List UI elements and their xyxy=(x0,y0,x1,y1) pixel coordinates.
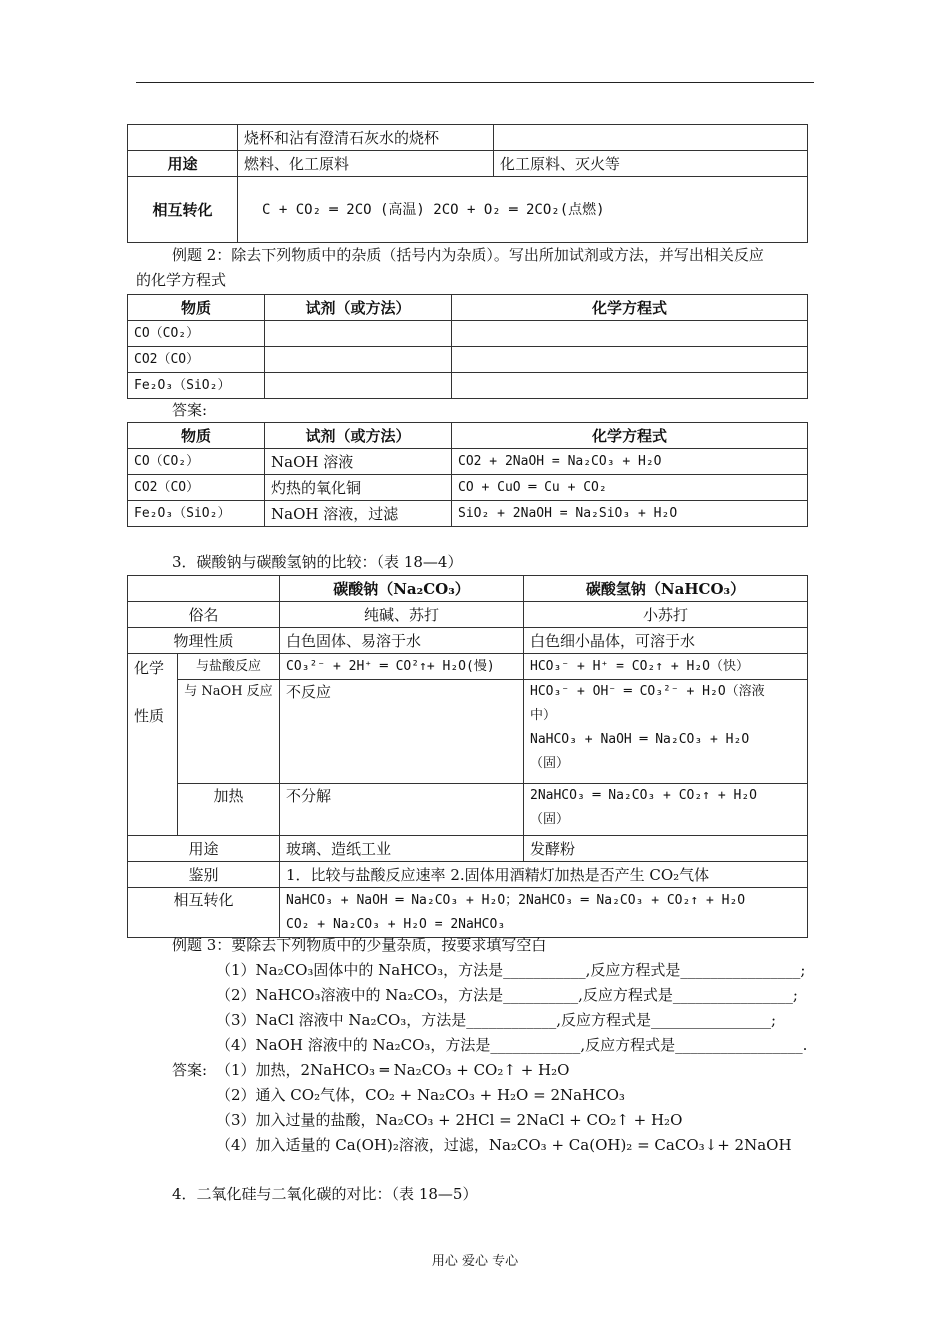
section4-title: 4．二氧化硅与二氧化碳的对比：（表 18—5） xyxy=(172,1185,478,1203)
na2co3-hcl: CO₃²⁻ + 2H⁺ ═ CO²↑+ H₂O(慢) xyxy=(280,654,524,680)
header-equation: 化学方程式 xyxy=(452,423,808,449)
chem-label-line2: 性质 xyxy=(134,707,165,725)
answer-equation: CO2 + 2NaOH = Na₂CO₃ + H₂O xyxy=(452,449,808,475)
section3-title: 3．碳酸钠与碳酸氢钠的比较：（表 18—4） xyxy=(172,553,463,571)
chem-label-line1: 化学 xyxy=(134,659,165,677)
table-row-substance: Fe₂O₃（SiO₂） xyxy=(128,373,265,399)
use-label: 用途 xyxy=(128,836,280,862)
conversion-line2: CO₂ + Na₂CO₃ + H₂O = 2NaHCO₃ xyxy=(286,916,506,932)
na2co3-physical: 白色固体、易溶于水 xyxy=(280,628,524,654)
heating-label: 加热 xyxy=(178,784,280,836)
chemical-properties-label xyxy=(128,654,178,836)
carbonate-comparison-table xyxy=(127,575,808,938)
conversion-content xyxy=(280,888,808,938)
physical-label: 物理性质 xyxy=(128,628,280,654)
answer-equation: CO + CuO ═ Cu + CO₂ xyxy=(452,475,808,501)
blank-cell xyxy=(265,321,452,347)
na2co3-naoh: 不反应 xyxy=(280,680,524,784)
apparatus-cell-2 xyxy=(494,125,808,151)
na2co3-use: 玻璃、造纸工业 xyxy=(280,836,524,862)
blank-cell xyxy=(265,373,452,399)
example2-answer-table xyxy=(127,422,808,527)
example2-line1: 例题 2：除去下列物质中的杂质（括号内为杂质）。写出所加试剂或方法，并写出相关反应 xyxy=(172,246,764,264)
nahco3-naoh-line1: HCO₃⁻ + OH⁻ ═ CO₃²⁻ + H₂O（溶液 xyxy=(530,684,765,699)
example2-answer-label: 答案: xyxy=(172,401,208,419)
example3-title: 例题 3：要除去下列物质中的少量杂质，按要求填写空白 xyxy=(172,936,547,954)
example3-answer-label: 答案: xyxy=(172,1061,208,1079)
page-footer: 用心 爱心 专心 xyxy=(431,1254,519,1269)
answer-substance: CO2（CO） xyxy=(128,475,265,501)
spacer xyxy=(134,680,171,704)
answer-reagent: NaOH 溶液，过滤 xyxy=(265,501,452,527)
table-row-substance: CO2（CO） xyxy=(128,347,265,373)
identify-label: 鉴别 xyxy=(128,862,280,888)
header-substance: 物质 xyxy=(128,295,265,321)
na2co3-common-name: 纯碱、苏打 xyxy=(280,602,524,628)
header-reagent: 试剂（或方法） xyxy=(265,423,452,449)
conversion-label: 相互转化 xyxy=(128,888,280,938)
answer-substance: CO（CO₂） xyxy=(128,449,265,475)
nahco3-naoh-line2: 中） xyxy=(530,708,557,723)
example3-a2: （2）通入 CO₂气体，CO₂ + Na₂CO₃ + H₂O = 2NaHCO₃ xyxy=(216,1086,625,1104)
nahco3-heating-line1: 2NaHCO₃ ═ Na₂CO₃ + CO₂↑ + H₂O xyxy=(530,788,757,803)
conversion-equations: C + CO₂ ═ 2CO (高温) 2CO + O₂ ═ 2CO₂(点燃) xyxy=(238,177,808,243)
nahco3-physical: 白色细小晶体，可溶于水 xyxy=(524,628,808,654)
answer-reagent: 灼热的氧化铜 xyxy=(265,475,452,501)
header-nahco3: 碳酸氢钠（NaHCO₃） xyxy=(524,576,808,602)
header-rule xyxy=(136,82,814,83)
co-co2-table-continuation xyxy=(127,124,808,243)
nahco3-common-name: 小苏打 xyxy=(524,602,808,628)
table-row-substance: CO（CO₂） xyxy=(128,321,265,347)
identify-content: 1．比较与盐酸反应速率 2.固体用酒精灯加热是否产生 CO₂气体 xyxy=(280,862,808,888)
example3-a4: （4）加入适量的 Ca(OH)₂溶液，过滤，Na₂CO₃ + Ca(OH)₂ = CaCO₃↓+ 2NaOH xyxy=(216,1136,792,1154)
na2co3-heating: 不分解 xyxy=(280,784,524,836)
conversion-line1: NaHCO₃ + NaOH ═ Na₂CO₃ + H₂O；2NaHCO₃ ═ Na₂CO₃ + CO₂↑ + H₂O xyxy=(286,892,746,908)
nahco3-use: 发酵粉 xyxy=(524,836,808,862)
blank-cell xyxy=(452,321,808,347)
header-equation: 化学方程式 xyxy=(452,295,808,321)
example3-q2: （2）NaHCO₃溶液中的 Na₂CO₃，方法是__________,反应方程式是________________; xyxy=(216,986,798,1004)
apparatus-cell: 烧杯和沾有澄清石灰水的烧杯 xyxy=(238,125,494,151)
co-use: 燃料、化工原料 xyxy=(238,151,494,177)
use-label: 用途 xyxy=(128,151,238,177)
conversion-label: 相互转化 xyxy=(128,177,238,243)
blank-cell xyxy=(452,347,808,373)
example2-line2: 的化学方程式 xyxy=(136,271,227,289)
nahco3-naoh-line3: NaHCO₃ + NaOH ═ Na₂CO₃ + H₂O xyxy=(530,732,750,747)
co2-use: 化工原料、灭火等 xyxy=(494,151,808,177)
header-substance: 物质 xyxy=(128,423,265,449)
nahco3-hcl: HCO₃⁻ + H⁺ = CO₂↑ + H₂O（快） xyxy=(524,654,808,680)
answer-equation: SiO₂ + 2NaOH = Na₂SiO₃ + H₂O xyxy=(452,501,808,527)
corner-cell xyxy=(128,576,280,602)
hcl-reaction-label: 与盐酸反应 xyxy=(178,654,280,680)
common-name-label: 俗名 xyxy=(128,602,280,628)
blank-cell xyxy=(265,347,452,373)
header-reagent: 试剂（或方法） xyxy=(265,295,452,321)
nahco3-heating xyxy=(524,784,808,836)
answer-substance: Fe₂O₃（SiO₂） xyxy=(128,501,265,527)
blank-cell xyxy=(452,373,808,399)
nahco3-naoh-line4: （固） xyxy=(530,756,570,771)
example3-q1: （1）Na₂CO₃固体中的 NaHCO₃，方法是___________,反应方程式是________________; xyxy=(216,961,806,979)
nahco3-naoh xyxy=(524,680,808,784)
empty-cell xyxy=(128,125,238,151)
example2-question-table xyxy=(127,294,808,399)
header-na2co3: 碳酸钠（Na₂CO₃） xyxy=(280,576,524,602)
example3-a1: （1）加热，2NaHCO₃ ═ Na₂CO₃ + CO₂↑ + H₂O xyxy=(216,1061,570,1079)
example3-q3: （3）NaCl 溶液中 Na₂CO₃，方法是____________,反应方程式是________________; xyxy=(216,1011,777,1029)
naoh-reaction-label: 与 NaOH 反应 xyxy=(178,680,280,784)
example3-q4: （4）NaOH 溶液中的 Na₂CO₃，方法是____________,反应方程式是_________________. xyxy=(216,1036,808,1054)
example3-a3: （3）加入过量的盐酸，Na₂CO₃ + 2HCl = 2NaCl + CO₂↑ + H₂O xyxy=(216,1111,683,1129)
nahco3-heating-line2: （固） xyxy=(530,812,570,827)
answer-reagent: NaOH 溶液 xyxy=(265,449,452,475)
